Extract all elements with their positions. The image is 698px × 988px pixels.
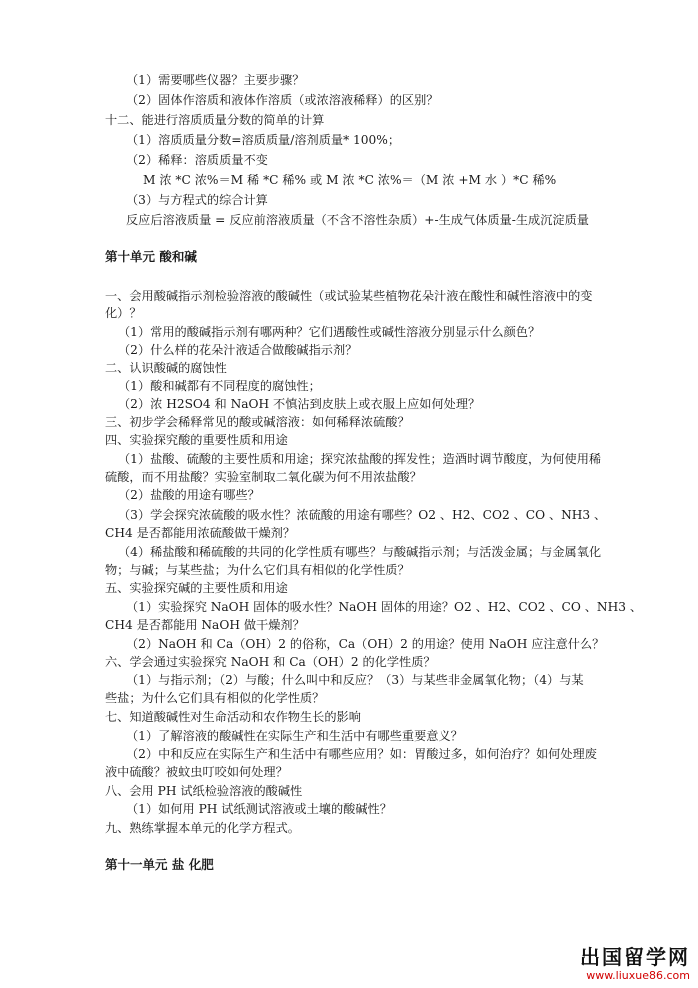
text-line: （2）固体作溶质和液体作溶质（或浓溶液稀释）的区别？	[126, 93, 439, 107]
text-line: 液中硫酸？被蚊虫叮咬如何处理？	[105, 765, 288, 779]
section-heading: 一、会用酸碱指示剂检验溶液的酸碱性（或试验某些植物花朵汁液在酸性和碱性溶液中的变	[105, 289, 593, 303]
text-line: （3）与方程式的综合计算	[126, 193, 268, 207]
text-line: （1）实验探究 NaOH 固体的吸水性？NaOH 固体的用途？O2 、H2、CO2 、CO 、NH3 、	[126, 600, 643, 614]
formula-line: 反应后溶液质量 = 反应前溶液质量（不含不溶性杂质）+-生成气体质量-生成沉淀质量	[126, 213, 589, 227]
text-line: （2）什么样的花朵汁液适合做酸碱指示剂？	[118, 343, 358, 357]
text-line: （4）稀盐酸和稀硫酸的共同的化学性质有哪些？与酸碱指示剂；与活泼金属；与金属氧化	[118, 545, 602, 559]
text-line: CH4 是否都能用 NaOH 做干燥剂？	[105, 618, 305, 632]
watermark-title: 出国留学网	[580, 945, 690, 969]
unit-heading: 第十一单元 盐 化肥	[105, 857, 214, 872]
text-line: （1）如何用 PH 试纸测试溶液或土壤的酸碱性？	[126, 802, 392, 816]
text-line: （2）NaOH 和 Ca（OH）2 的俗称，Ca（OH）2 的用途？使用 NaOH 应注意什么？	[126, 637, 605, 651]
text-line: （1）了解溶液的酸碱性在实际生产和生活中有哪些重要意义？	[126, 729, 463, 743]
text-line: （1）需要哪些仪器？主要步骤？	[126, 73, 305, 87]
section-heading: 十二、能进行溶质质量分数的简单的计算	[105, 113, 325, 127]
text-line: （2）稀释：溶质质量不变	[126, 153, 268, 167]
text-line: （1）盐酸、硫酸的主要性质和用途；探究浓盐酸的挥发性；造酒时调节酸度，为何使用稀	[118, 452, 602, 466]
section-heading: 五、实验探究碱的主要性质和用途	[105, 581, 288, 595]
text-line: （2）浓 H2SO4 和 NaOH 不慎沾到皮肤上或衣服上应如何处理？	[118, 397, 481, 411]
text-line: CH4 是否都能用浓硫酸做干燥剂？	[105, 526, 296, 540]
text-line: 化）？	[105, 306, 142, 320]
text-line: 些盐；为什么它们具有相似的化学性质？	[105, 691, 325, 705]
unit-heading: 第十单元 酸和碱	[105, 249, 197, 264]
watermark	[580, 945, 690, 982]
section-heading: 四、实验探究酸的重要性质和用途	[105, 433, 288, 447]
text-line: 硫酸，而不用盐酸？实验室制取二氧化碳为何不用浓盐酸？	[105, 470, 422, 484]
text-line: （1）与指示剂；（2）与酸；什么叫中和反应？（3）与某些非金属氧化物；（4）与某	[126, 673, 584, 687]
section-heading: 二、认识酸碱的腐蚀性	[105, 361, 227, 375]
text-line: （1）常用的酸碱指示剂有哪两种？它们遇酸性或碱性溶液分别显示什么颜色？	[118, 325, 541, 339]
section-heading: 六、学会通过实验探究 NaOH 和 Ca（OH）2 的化学性质？	[105, 655, 436, 669]
text-line: 物；与碱；与某些盐；为什么它们具有相似的化学性质？	[105, 563, 410, 577]
text-line: （2）盐酸的用途有哪些？	[118, 488, 260, 502]
text-line: （3）学会探究浓硫酸的吸水性？浓硫酸的用途有哪些？O2 、H2、CO2 、CO 、NH3 、	[118, 508, 607, 522]
text-line: （1）酸和碱都有不同程度的腐蚀性；	[118, 379, 321, 393]
section-heading: 九、熟练掌握本单元的化学方程式。	[105, 821, 300, 835]
formula-line: M 浓 *C 浓%＝M 稀 *C 稀% 或 M 浓 *C 浓%＝（M 浓 +M 水 ）*C 稀%	[143, 173, 557, 187]
text-line: （2）中和反应在实际生产和生活中有哪些应用？如：胃酸过多，如何治疗？如何处理废	[126, 747, 597, 761]
section-heading: 八、会用 PH 试纸检验溶液的酸碱性	[105, 784, 303, 798]
section-heading: 三、初步学会稀释常见的酸或碱溶液：如何稀释浓硫酸？	[105, 415, 410, 429]
section-heading: 七、知道酸碱性对生命活动和农作物生长的影响	[105, 710, 361, 724]
watermark-url: www.liuxue86.com	[586, 969, 690, 982]
text-line: （1）溶质质量分数=溶质质量/溶剂质量* 100%；	[126, 133, 401, 147]
